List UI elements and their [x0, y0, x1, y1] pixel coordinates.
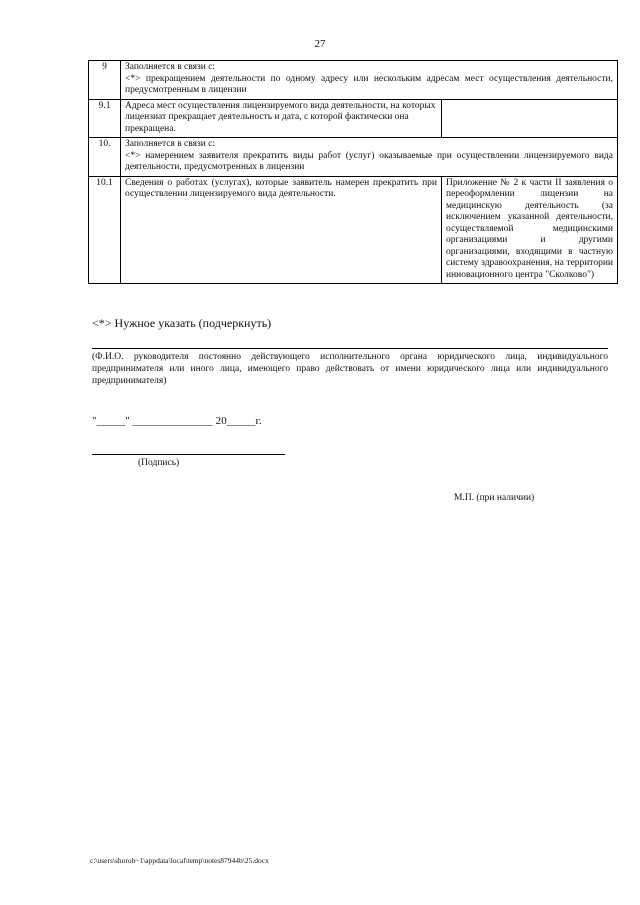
row-10-1-appendix-note: Приложение № 2 к части II заявления о переоформлении лицензии на медицинскую деятельность (за исключением указанной деятельности, осуществляемой медицинскими организациями и другими организациями, входящими в частную систему здравоохранения, на территории инновационного центра "Сколково") [442, 176, 618, 284]
row-number: 9 [89, 61, 121, 100]
row-9-1-value-cell[interactable] [442, 99, 618, 138]
row-10-1-label: Сведения о работах (услугах), которые заявитель намерен прекратить при осуществлении лицензируемого вида деятельности. [121, 176, 442, 284]
row-10-option: <*> намерением заявителя прекратить виды работ (услуг) оказываемые при осуществлении лицензируемого вида деятельности, предусмотренных в лицензии [125, 150, 613, 172]
row-9-content [121, 61, 618, 100]
row-number: 9.1 [89, 99, 121, 138]
footnote-note: <*> Нужное указать (подчеркнуть) [92, 316, 272, 330]
table-row-10-1 [89, 176, 618, 284]
row-9-1-label: Адреса мест осуществления лицензируемого вида деятельности, на которых лицензиат прекращает деятельность и дата, с которой фактически она прекращена. [121, 99, 442, 138]
table-row-9-1 [89, 99, 618, 138]
row-number: 10.1 [89, 176, 121, 284]
row-9-heading: Заполняется в связи с: [125, 62, 216, 72]
form-table [88, 60, 618, 284]
signature-line [92, 454, 285, 455]
row-10-heading: Заполняется в связи с: [125, 139, 216, 149]
table-row-10 [89, 138, 618, 177]
table-row-9 [89, 61, 618, 100]
row-9-option: <*> прекращением деятельности по одному адресу или нескольким адресам мест осуществления деятельности, предусмотренным в лицензии [125, 73, 613, 95]
row-10-content [121, 138, 618, 177]
row-number: 10. [89, 138, 121, 177]
signature-label: (Подпись) [138, 458, 180, 468]
fio-signature-line [92, 348, 608, 349]
date-line[interactable]: "_____" ______________ 20_____г. [92, 415, 262, 427]
footer-file-path: c:\users\shoroh~1\appdata\local\temp\notes87944b\25.docx [90, 856, 269, 865]
page-number: 27 [314, 38, 326, 50]
stamp-label: М.П. (при наличии) [454, 493, 535, 503]
fio-caption: (Ф.И.О. руководителя постоянно действующего исполнительного органа юридического лица, индивидуального предпринимателя или иного лица, имеющего право действовать от имени юридического лица или индивидуального предпринимателя) [92, 352, 608, 386]
